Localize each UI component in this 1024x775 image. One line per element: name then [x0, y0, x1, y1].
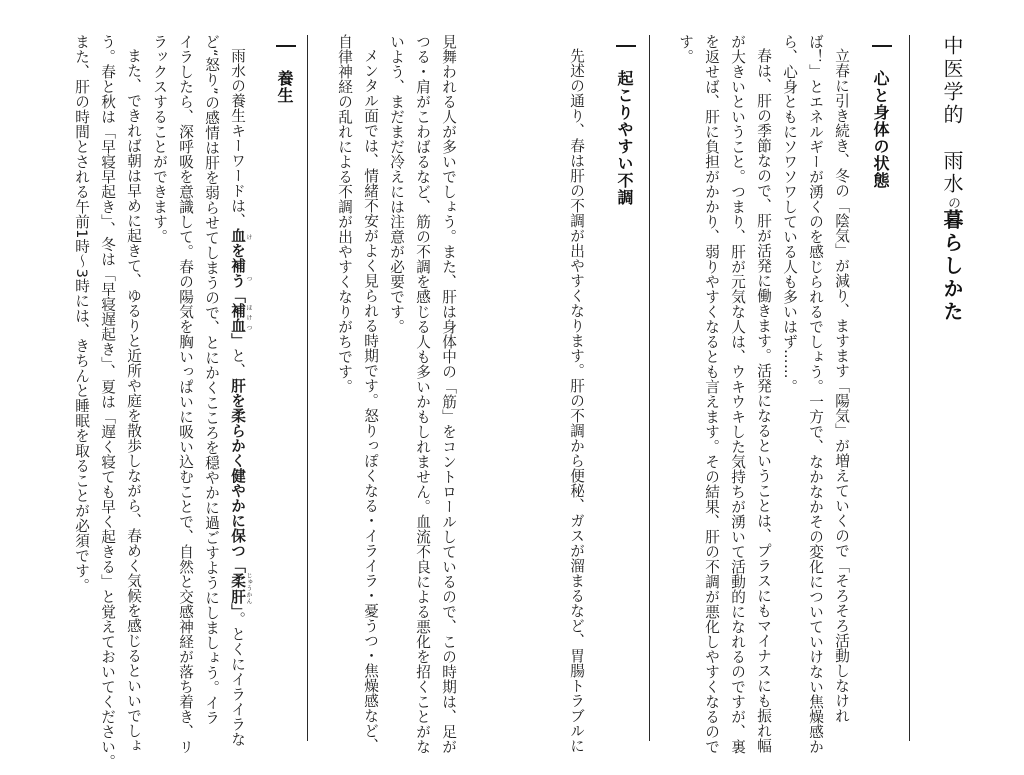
section-divider-2: [307, 35, 308, 741]
disorders-line-2: 見舞われる人が多いでしょう。また、肝は身体中の「筋」をコントロールしているので、この時期は、足が: [440, 34, 457, 754]
care-keyword-kan: 肝を柔らかく健やかに保つ: [229, 378, 246, 558]
page-title: [938, 35, 967, 324]
disorders-line-4: いよう、まだまだ冷えには注意が必要です。: [388, 34, 405, 334]
disorders-line-3: つる・肩がこわばるなど、筋の不調を感じる人も多いかもしれません。血流不良による悪化を招くことがな: [414, 34, 431, 754]
condition-line-2: ば！」とエネルギーが湧くのを感じられるでしょう。一方で、なかなかその変化についていけない焦燥感か: [807, 34, 824, 754]
care-line-6: う。春と秋は「早寝早起き」、冬は「早寝遅起き」、夏は「遅く寝ても早く起きる」と覚えておいてください。: [99, 34, 116, 770]
title-divider: [909, 35, 910, 741]
care-keyword-lead: 雨水の養生キーワードは、: [229, 48, 246, 228]
disorders-line-1: 先述の通り、春は肝の不調が出やすくなります。肝の不調から便秘、ガスが溜まるなど、胃腸トラブルに: [568, 48, 585, 753]
care-keyword-line: 雨水の養生キーワードは、血を補う けつ「補血 ほけつ」と、肝を柔らかく健やかに保つ「柔肝 じゅうかん」。とくにイライラな: [229, 48, 252, 747]
title-prefix: 中医学的 雨水: [940, 35, 964, 196]
care-keyword-hoketsu: 補血 ほけつ: [229, 303, 252, 333]
section-bar-disorders: [616, 45, 636, 47]
condition-line-7: す。: [677, 34, 694, 64]
care-line-5: また、できれば朝は早めに起きて、ゆるりと近所や庭を散歩しながら、春めく気候を感じるといいでしょ: [125, 48, 142, 753]
care-line-7: また、肝の時間とされる午前1時～3時には、きちんと睡眠を取ることが必須です。: [73, 34, 90, 594]
heading-condition: 心と身体の状態: [871, 70, 890, 189]
condition-line-6: を返せば、肝に負担がかかり、弱りやすくなるとも言えます。その結果、肝の不調が悪化しやすくなるので: [703, 34, 720, 754]
disorders-line-6: 自律神経の乱れによる不調が出やすくなりがちです。: [336, 34, 353, 394]
condition-line-3: ら、心身ともにソワソワしている人も多いはず……。: [781, 34, 798, 394]
care-line-2: ど“怒り”の感情は肝を弱らせてしまうので、とにかくこころを穏やかに過ごすようにしましょう。イラ: [203, 34, 220, 725]
condition-line-4: 春は、肝の季節なので、肝が活発に働きます。活発になるということは、プラスにもマイナスにも振れ幅: [755, 48, 772, 753]
section-divider-1: [649, 35, 650, 741]
care-line-4: ラックスすることができます。: [151, 34, 168, 244]
disorders-line-5: メンタル面では、情緒不安がよく見られる時期です。怒りっぽくなる・イライラ・憂うつ・焦燥感など、: [362, 48, 379, 753]
condition-line-1: 立春に引き続き、冬の「陰気」が減り、ますます「陽気」が増えていくので「そろそろ活動しなけれ: [833, 48, 850, 723]
heading-care: 養生: [275, 70, 294, 104]
care-keyword-hoketsu-verb: 血を補う けつ: [229, 228, 252, 288]
section-bar-care: [276, 45, 296, 47]
heading-disorders: 起こりやすい不調: [615, 70, 634, 206]
care-keyword-juukan: 柔肝 じゅうかん: [229, 572, 252, 605]
title-emphasis: 暮らしかた: [940, 209, 964, 324]
title-particle: の: [945, 196, 960, 209]
care-line-3: イラしたら、深呼吸を意識して。春の陽気を胸いっぱいに吸い込むことで、自然と交感神経が落ち着き、リ: [177, 34, 194, 754]
section-bar-condition: [872, 45, 892, 47]
condition-line-5: が大きいということ。つまり、肝が元気な人は、ウキウキした気持ちが湧いて活動的になれるのですが、裏: [729, 34, 746, 754]
